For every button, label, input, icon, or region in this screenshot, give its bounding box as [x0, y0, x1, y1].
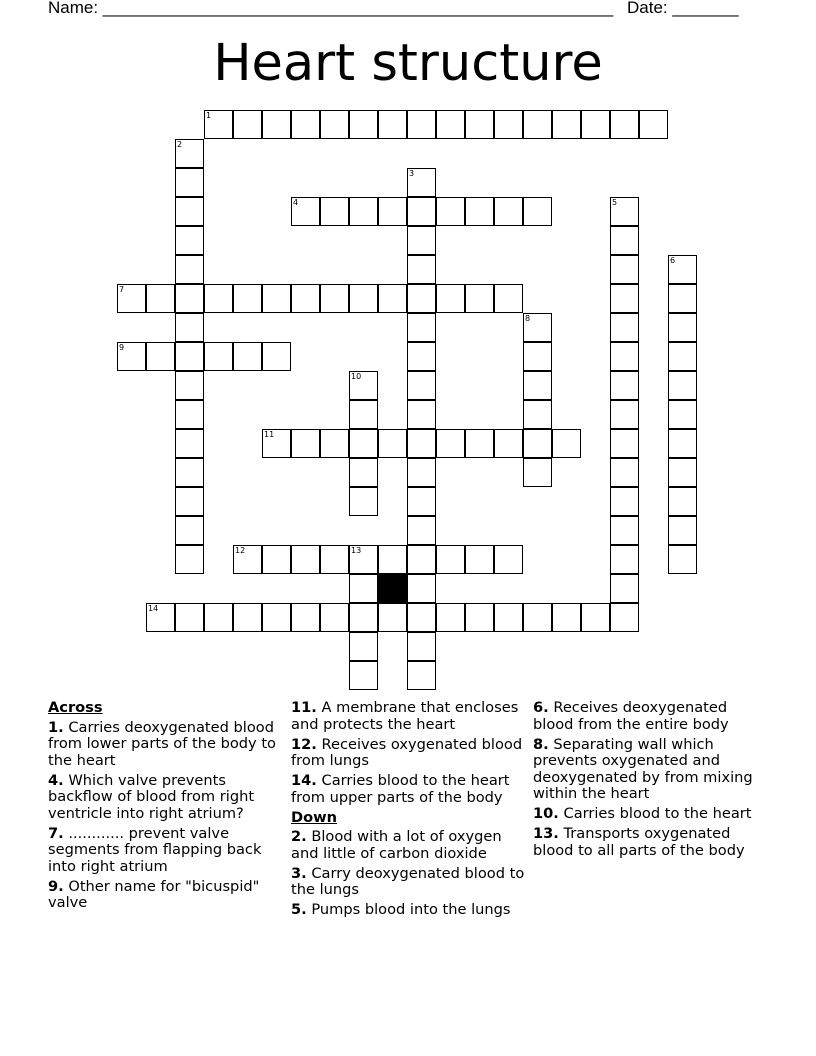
clue-number-label: 7	[119, 285, 125, 294]
crossword-cell[interactable]	[175, 168, 204, 197]
crossword-cell[interactable]	[552, 110, 581, 139]
clue-number-label: 1	[206, 111, 212, 120]
clue-number-label: 10	[351, 372, 362, 381]
crossword-cell[interactable]	[494, 429, 523, 458]
crossword-cell[interactable]	[349, 458, 378, 487]
crossword-cell[interactable]	[320, 603, 349, 632]
crossword-cell[interactable]	[378, 197, 407, 226]
crossword-cell[interactable]	[668, 429, 697, 458]
crossword-cell[interactable]	[378, 545, 407, 574]
clue-text: Carries deoxygenated blood from lower parts of the body to the heart	[48, 718, 276, 769]
crossword-cell[interactable]	[610, 516, 639, 545]
clue-number: 11.	[291, 699, 317, 716]
crossword-cell[interactable]	[349, 400, 378, 429]
crossword-cell[interactable]	[610, 226, 639, 255]
crossword-cell[interactable]	[407, 226, 436, 255]
crossword-cell[interactable]	[610, 197, 639, 226]
clue-number: 7.	[48, 824, 64, 842]
clue-number-label: 12	[235, 546, 246, 555]
crossword-cell[interactable]	[436, 429, 465, 458]
crossword-cell[interactable]	[407, 197, 436, 226]
crossword-cell[interactable]	[610, 342, 639, 371]
crossword-cell[interactable]	[349, 661, 378, 690]
clue-number-label: 3	[409, 169, 415, 178]
crossword-cell[interactable]	[436, 110, 465, 139]
crossword-cell[interactable]	[552, 603, 581, 632]
crossword-cell[interactable]	[552, 429, 581, 458]
crossword-cell[interactable]	[175, 342, 204, 371]
crossword-cell[interactable]	[204, 284, 233, 313]
crossword-cell[interactable]	[349, 487, 378, 516]
crossword-cell[interactable]	[523, 342, 552, 371]
clue-text: Carries blood to the heart from upper parts of the body	[291, 772, 510, 806]
clue-text: Blood with a lot of oxygen and little of carbon dioxide	[291, 828, 502, 862]
clue-column-3	[533, 700, 769, 863]
crossword-cell[interactable]	[349, 197, 378, 226]
down-heading: Down	[291, 808, 338, 826]
crossword-cell[interactable]	[523, 313, 552, 342]
crossword-cell[interactable]	[668, 313, 697, 342]
crossword-cell[interactable]	[639, 110, 668, 139]
clue-across-14	[291, 773, 527, 806]
crossword-cell[interactable]	[175, 226, 204, 255]
crossword-cell[interactable]	[175, 429, 204, 458]
clue-number-label: 11	[264, 430, 275, 439]
crossword-cell[interactable]	[262, 342, 291, 371]
crossword-cell[interactable]	[291, 603, 320, 632]
crossword-cell[interactable]	[523, 458, 552, 487]
clue-down-10	[533, 806, 769, 823]
crossword-cell[interactable]	[494, 603, 523, 632]
clue-number: 2.	[291, 828, 307, 845]
clue-text: Receives deoxygenated blood from the entire body	[533, 699, 729, 733]
clue-number-label: 4	[293, 198, 299, 207]
crossword-cell[interactable]	[436, 284, 465, 313]
clue-down-5	[291, 902, 527, 919]
clue-number-label: 8	[525, 314, 531, 323]
clue-across-1	[48, 720, 284, 770]
crossword-cell[interactable]	[175, 197, 204, 226]
crossword-cell[interactable]	[262, 284, 291, 313]
clue-number: 9.	[48, 877, 64, 895]
crossword-cell[interactable]	[407, 110, 436, 139]
crossword-cell[interactable]	[668, 255, 697, 284]
crossword-cell[interactable]	[407, 516, 436, 545]
clue-across-7	[48, 826, 284, 876]
crossword-cell[interactable]	[610, 255, 639, 284]
crossword-cell[interactable]	[378, 429, 407, 458]
crossword-cell[interactable]	[320, 110, 349, 139]
crossword-cell[interactable]	[465, 110, 494, 139]
crossword-cell[interactable]	[668, 487, 697, 516]
crossword-cell[interactable]	[146, 342, 175, 371]
crossword-cell[interactable]	[407, 661, 436, 690]
clue-number-label: 6	[670, 256, 676, 265]
crossword-cell[interactable]	[204, 110, 233, 139]
clue-number: 4.	[48, 771, 64, 789]
crossword-cell[interactable]	[407, 545, 436, 574]
clue-text: ............ prevent valve segments from flapping back into right atrium	[48, 824, 262, 875]
clue-number: 13.	[533, 825, 559, 842]
crossword-cell[interactable]	[349, 545, 378, 574]
date-field-label: Date: _______	[627, 0, 739, 17]
clue-number: 12.	[291, 735, 317, 753]
clue-text: Pumps blood into the lungs	[306, 901, 511, 918]
crossword-cell[interactable]	[349, 429, 378, 458]
crossword-cell[interactable]	[204, 342, 233, 371]
crossword-cell[interactable]	[291, 284, 320, 313]
clue-number: 10.	[533, 805, 559, 822]
crossword-cell[interactable]	[378, 603, 407, 632]
crossword-cell[interactable]	[262, 429, 291, 458]
crossword-cell[interactable]	[610, 284, 639, 313]
crossword-cell[interactable]	[668, 458, 697, 487]
clue-number: 3.	[291, 864, 307, 882]
crossword-cell[interactable]	[407, 574, 436, 603]
clue-down-13	[533, 826, 769, 859]
clue-across-4	[48, 773, 284, 823]
clue-number-label: 13	[351, 546, 362, 555]
crossword-cell[interactable]	[175, 400, 204, 429]
crossword-cell[interactable]	[610, 371, 639, 400]
crossword-cell[interactable]	[523, 400, 552, 429]
clue-text: A membrane that encloses and protects the heart	[291, 699, 519, 733]
clue-down-3	[291, 866, 527, 899]
crossword-cell[interactable]	[668, 545, 697, 574]
crossword-cell[interactable]	[175, 284, 204, 313]
clue-text: Carry deoxygenated blood to the lungs	[291, 864, 525, 898]
clue-number: 6.	[533, 699, 549, 716]
clue-text: Other name for "bicuspid" valve	[48, 877, 260, 911]
crossword-cell[interactable]	[407, 458, 436, 487]
crossword-cell[interactable]	[610, 458, 639, 487]
crossword-cell[interactable]	[610, 400, 639, 429]
crossword-cell[interactable]	[233, 284, 262, 313]
crossword-cell[interactable]	[610, 110, 639, 139]
crossword-cell[interactable]	[233, 110, 262, 139]
crossword-cell[interactable]	[349, 574, 378, 603]
crossword-cell[interactable]	[291, 429, 320, 458]
crossword-cell[interactable]	[610, 313, 639, 342]
crossword-cell[interactable]	[494, 197, 523, 226]
crossword-cell[interactable]	[668, 371, 697, 400]
clue-number: 1.	[48, 718, 64, 736]
crossword-cell[interactable]	[204, 603, 233, 632]
crossword-cell[interactable]	[407, 429, 436, 458]
crossword-cell[interactable]	[494, 284, 523, 313]
name-field-label: Name: ______________________________________________________	[48, 0, 614, 17]
crossword-cell[interactable]	[407, 371, 436, 400]
crossword-cell[interactable]	[610, 545, 639, 574]
crossword-cell[interactable]	[175, 255, 204, 284]
clue-down-2	[291, 829, 527, 862]
crossword-cell[interactable]	[146, 284, 175, 313]
crossword-cell[interactable]	[146, 603, 175, 632]
crossword-cell[interactable]	[320, 197, 349, 226]
crossword-cell[interactable]	[175, 545, 204, 574]
crossword-cell[interactable]	[436, 197, 465, 226]
clue-number: 8.	[533, 735, 549, 753]
crossword-cell[interactable]	[175, 603, 204, 632]
crossword-cell[interactable]	[523, 110, 552, 139]
crossword-cell[interactable]	[117, 284, 146, 313]
clue-number: 14.	[291, 772, 317, 789]
crossword-cell[interactable]	[610, 487, 639, 516]
crossword-cell[interactable]	[523, 429, 552, 458]
crossword-cell[interactable]	[262, 545, 291, 574]
clue-across-11	[291, 700, 527, 733]
clue-number: 5.	[291, 901, 307, 918]
crossword-cell[interactable]	[262, 110, 291, 139]
crossword-cell[interactable]	[436, 603, 465, 632]
clue-text: Transports oxygenated blood to all parts of the body	[533, 825, 745, 859]
crossword-cell[interactable]	[668, 284, 697, 313]
crossword-cell[interactable]	[668, 400, 697, 429]
crossword-cell[interactable]	[465, 603, 494, 632]
crossword-cell[interactable]	[349, 603, 378, 632]
blocked-cell	[378, 574, 407, 603]
crossword-cell[interactable]	[407, 168, 436, 197]
clue-text: Separating wall which prevents oxygenated and deoxygenated by from mixing within the heart	[533, 735, 753, 802]
crossword-cell[interactable]	[320, 545, 349, 574]
crossword-cell[interactable]	[407, 284, 436, 313]
clue-text: Receives oxygenated blood from lungs	[291, 735, 523, 769]
clue-column-2	[291, 700, 527, 922]
crossword-cell[interactable]	[349, 371, 378, 400]
crossword-cell[interactable]	[291, 110, 320, 139]
page-title: Heart structure	[213, 34, 603, 93]
crossword-cell[interactable]	[407, 487, 436, 516]
crossword-cell[interactable]	[407, 342, 436, 371]
crossword-cell[interactable]	[262, 603, 291, 632]
crossword-cell[interactable]	[523, 197, 552, 226]
crossword-cell[interactable]	[175, 139, 204, 168]
crossword-cell[interactable]	[175, 516, 204, 545]
crossword-cell[interactable]	[610, 574, 639, 603]
clue-text: Carries blood to the heart	[558, 805, 752, 822]
crossword-cell[interactable]	[668, 342, 697, 371]
crossword-cell[interactable]	[523, 603, 552, 632]
crossword-cell[interactable]	[436, 545, 465, 574]
crossword-cell[interactable]	[291, 545, 320, 574]
crossword-cell[interactable]	[465, 429, 494, 458]
crossword-cell[interactable]	[465, 284, 494, 313]
crossword-cell[interactable]	[378, 284, 407, 313]
crossword-cell[interactable]	[291, 197, 320, 226]
clue-number-label: 14	[148, 604, 159, 613]
crossword-cell[interactable]	[581, 603, 610, 632]
crossword-cell[interactable]	[494, 545, 523, 574]
crossword-cell[interactable]	[349, 632, 378, 661]
crossword-cell[interactable]	[175, 313, 204, 342]
crossword-cell[interactable]	[233, 342, 262, 371]
clue-number-label: 5	[612, 198, 618, 207]
crossword-cell[interactable]	[175, 371, 204, 400]
crossword-cell[interactable]	[320, 429, 349, 458]
crossword-cell[interactable]	[349, 110, 378, 139]
crossword-cell[interactable]	[581, 110, 610, 139]
across-heading: Across	[48, 699, 103, 716]
crossword-cell[interactable]	[407, 400, 436, 429]
crossword-cell[interactable]	[407, 603, 436, 632]
clue-down-8	[533, 737, 769, 803]
crossword-cell[interactable]	[465, 197, 494, 226]
crossword-cell[interactable]	[407, 632, 436, 661]
crossword-cell[interactable]	[407, 313, 436, 342]
crossword-cell[interactable]	[378, 110, 407, 139]
crossword-cell[interactable]	[175, 487, 204, 516]
crossword-cell[interactable]	[610, 429, 639, 458]
clue-down-6	[533, 700, 769, 733]
crossword-cell[interactable]	[349, 284, 378, 313]
crossword-cell[interactable]	[117, 342, 146, 371]
crossword-cell[interactable]	[233, 545, 262, 574]
clue-number-label: 2	[177, 140, 183, 149]
crossword-cell[interactable]	[523, 371, 552, 400]
crossword-cell[interactable]	[610, 603, 639, 632]
crossword-cell[interactable]	[494, 110, 523, 139]
crossword-cell[interactable]	[175, 458, 204, 487]
crossword-cell[interactable]	[320, 284, 349, 313]
clue-text: Which valve prevents backflow of blood from right ventricle into right atrium?	[48, 771, 255, 822]
clue-column-1	[48, 700, 284, 915]
crossword-cell[interactable]	[407, 255, 436, 284]
crossword-cell[interactable]	[668, 516, 697, 545]
crossword-cell[interactable]	[465, 545, 494, 574]
clue-number-label: 9	[119, 343, 125, 352]
clue-across-9	[48, 879, 284, 912]
crossword-cell[interactable]	[233, 603, 262, 632]
clue-across-12	[291, 737, 527, 770]
